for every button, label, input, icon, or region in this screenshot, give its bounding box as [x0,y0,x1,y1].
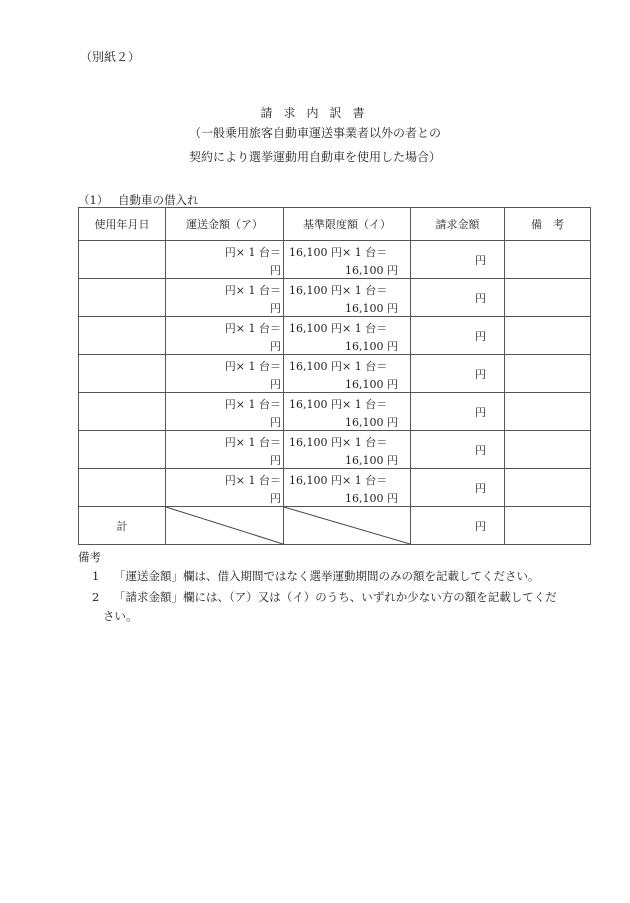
remarks-cell[interactable] [505,393,591,431]
diagonal-line-icon [166,507,283,544]
remarks-cell[interactable] [505,279,591,317]
claim-amount-cell[interactable]: 円 [411,317,505,355]
basis-limit-cell: 16,100 円× 1 台＝ 16,100 円 [284,393,411,431]
transport-amount-cell[interactable]: 円× 1 台＝ 円 [166,279,284,317]
claim-amount-cell[interactable]: 円 [411,469,505,507]
note-number: 1 [92,569,100,583]
header-usage-date: 使用年月日 [79,208,166,241]
table-row [79,469,591,507]
total-label: 計 [79,507,166,545]
table-row [79,355,591,393]
table-header-row [79,208,591,241]
usage-date-cell[interactable] [79,355,166,393]
claim-amount-cell[interactable]: 円 [411,279,505,317]
claim-breakdown-table [78,207,591,545]
usage-date-cell[interactable] [79,431,166,469]
total-row [79,507,591,545]
claim-amount-cell[interactable]: 円 [411,431,505,469]
transport-amount-cell[interactable]: 円× 1 台＝ 円 [166,317,284,355]
header-remarks: 備 考 [505,208,591,241]
usage-date-cell[interactable] [79,393,166,431]
basis-limit-cell: 16,100 円× 1 台＝ 16,100 円 [284,355,411,393]
table-row [79,241,591,279]
section-label: 自動車の借入れ [117,193,199,207]
claim-amount-cell[interactable]: 円 [411,355,505,393]
section-heading [78,192,198,208]
note-text-continuation: さい。 [103,609,138,623]
note-item [92,587,597,608]
annex-label: （別紙２） [80,50,141,64]
usage-date-cell[interactable] [79,469,166,507]
transport-amount-cell[interactable]: 円× 1 台＝ 円 [166,393,284,431]
transport-amount-cell[interactable]: 円× 1 台＝ 円 [166,431,284,469]
basis-limit-cell: 16,100 円× 1 台＝ 16,100 円 [284,241,411,279]
document-subtitle-line1: （一般乗用旅客自動車運送事業者以外の者との [188,126,441,140]
section-number: （1） [78,193,109,207]
diagonal-strike-cell [284,507,411,545]
transport-amount-cell[interactable]: 円× 1 台＝ 円 [166,355,284,393]
document-title: 請求内訳書 [260,106,376,120]
note-text: 「請求金額」欄には、（ア）又は（イ）のうち、いずれか少ない方の額を記載してくだ [114,590,557,604]
diagonal-line-icon [284,507,410,544]
header-basis-limit: 基準限度額（イ） [284,208,411,241]
table-row [79,317,591,355]
table-row [79,279,591,317]
table-row [79,393,591,431]
document-subtitle-line2: 契約により選挙運動用自動車を使用した場合） [188,150,441,164]
basis-limit-cell: 16,100 円× 1 台＝ 16,100 円 [284,317,411,355]
claim-amount-cell[interactable]: 円 [411,393,505,431]
table-row [79,431,591,469]
notes-heading: 備考 [78,550,101,564]
claim-amount-cell[interactable]: 円 [411,241,505,279]
remarks-cell[interactable] [505,355,591,393]
remarks-cell[interactable] [505,317,591,355]
transport-amount-cell[interactable]: 円× 1 台＝ 円 [166,241,284,279]
basis-limit-cell: 16,100 円× 1 台＝ 16,100 円 [284,469,411,507]
remarks-cell[interactable] [505,241,591,279]
usage-date-cell[interactable] [79,317,166,355]
diagonal-strike-cell [166,507,284,545]
note-number: 2 [92,590,100,604]
total-claim-amount-cell[interactable]: 円 [411,507,505,545]
transport-amount-cell[interactable]: 円× 1 台＝ 円 [166,469,284,507]
note-text: 「運送金額」欄は、借入期間ではなく選挙運動期間のみの額を記載してください。 [114,569,540,583]
total-remarks-cell[interactable] [505,507,591,545]
header-transport-amount: 運送金額（ア） [166,208,284,241]
remarks-cell[interactable] [505,431,591,469]
usage-date-cell[interactable] [79,241,166,279]
usage-date-cell[interactable] [79,279,166,317]
header-claim-amount: 請求金額 [411,208,505,241]
basis-limit-cell: 16,100 円× 1 台＝ 16,100 円 [284,431,411,469]
basis-limit-cell: 16,100 円× 1 台＝ 16,100 円 [284,279,411,317]
note-item [92,566,597,587]
remarks-cell[interactable] [505,469,591,507]
